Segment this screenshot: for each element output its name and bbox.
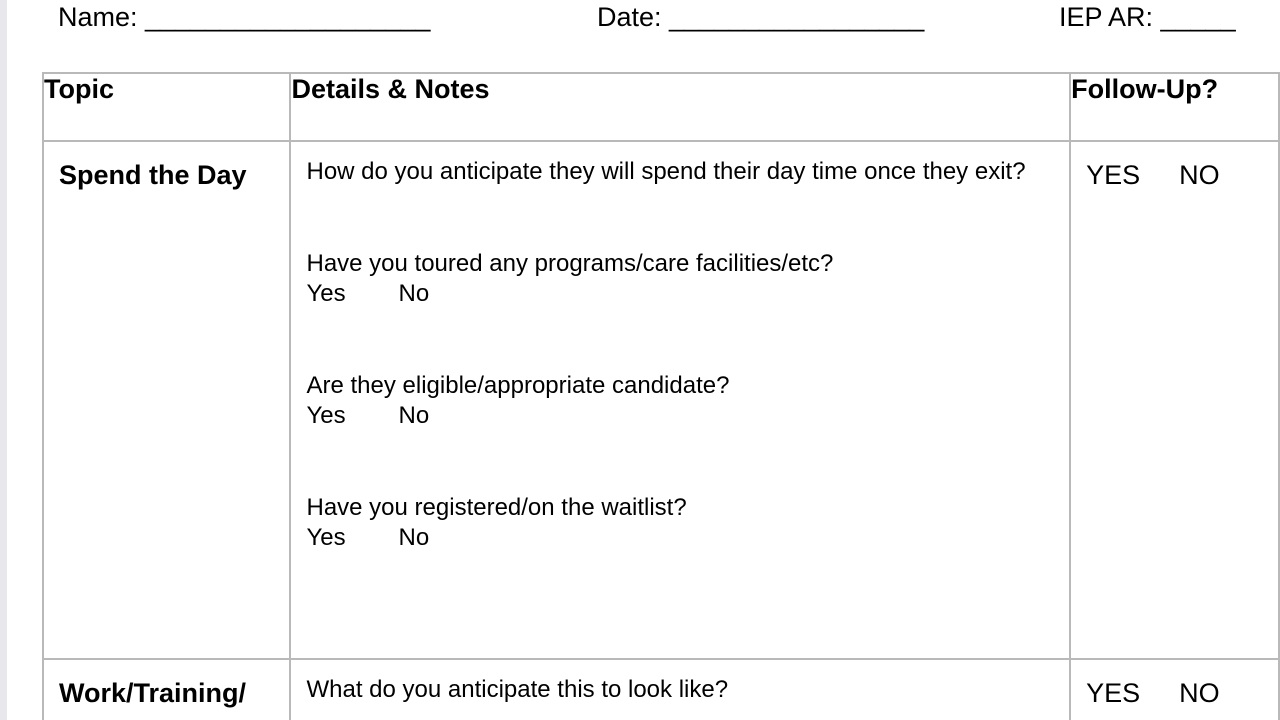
- column-header-topic: Topic: [43, 73, 290, 141]
- name-field-line: Name: ___________________: [58, 2, 431, 32]
- question-text: Have you registered/on the waitlist?: [306, 494, 687, 521]
- table-header-row: [43, 73, 1279, 141]
- question-block: [306, 675, 1049, 705]
- option-yes[interactable]: Yes: [306, 402, 346, 429]
- column-header-follow-up: Follow-Up?: [1070, 73, 1279, 141]
- follow-up-cell: [1070, 659, 1279, 720]
- follow-up-yes[interactable]: YES: [1086, 678, 1141, 708]
- page-edge-shadow: [0, 0, 7, 720]
- yes-no-options: [306, 279, 1049, 309]
- option-yes[interactable]: Yes: [306, 280, 346, 307]
- question-text: How do you anticipate they will spend their day time once they exit?: [306, 158, 1026, 185]
- follow-up-yes[interactable]: YES: [1086, 160, 1141, 190]
- iep-ar-field-line: IEP AR: _____: [1059, 2, 1236, 32]
- question-text: What do you anticipate this to look like?: [306, 676, 729, 703]
- follow-up-no[interactable]: NO: [1179, 678, 1220, 708]
- question-block: [306, 371, 1049, 431]
- topic-cell: Spend the Day: [43, 141, 290, 659]
- question-block: [306, 493, 1049, 553]
- question-block: [306, 157, 1049, 187]
- question-text: Have you toured any programs/care facilities/etc?: [306, 250, 834, 277]
- option-no[interactable]: No: [398, 280, 430, 307]
- details-cell: [290, 141, 1070, 659]
- option-no[interactable]: No: [398, 402, 430, 429]
- yes-no-options: [306, 523, 1049, 553]
- date-field-line: Date: _________________: [597, 2, 925, 32]
- details-cell: [290, 659, 1070, 720]
- planning-table: [42, 72, 1280, 720]
- question-block: [306, 249, 1049, 309]
- table-row-spend-the-day: [43, 141, 1279, 659]
- question-text: Are they eligible/appropriate candidate?: [306, 372, 730, 399]
- follow-up-cell: [1070, 141, 1279, 659]
- follow-up-no[interactable]: NO: [1179, 160, 1220, 190]
- topic-cell: Work/Training/: [43, 659, 290, 720]
- option-no[interactable]: No: [398, 524, 430, 551]
- table-row-work-training: [43, 659, 1279, 720]
- yes-no-options: [306, 401, 1049, 431]
- column-header-details: Details & Notes: [290, 73, 1070, 141]
- option-yes[interactable]: Yes: [306, 524, 346, 551]
